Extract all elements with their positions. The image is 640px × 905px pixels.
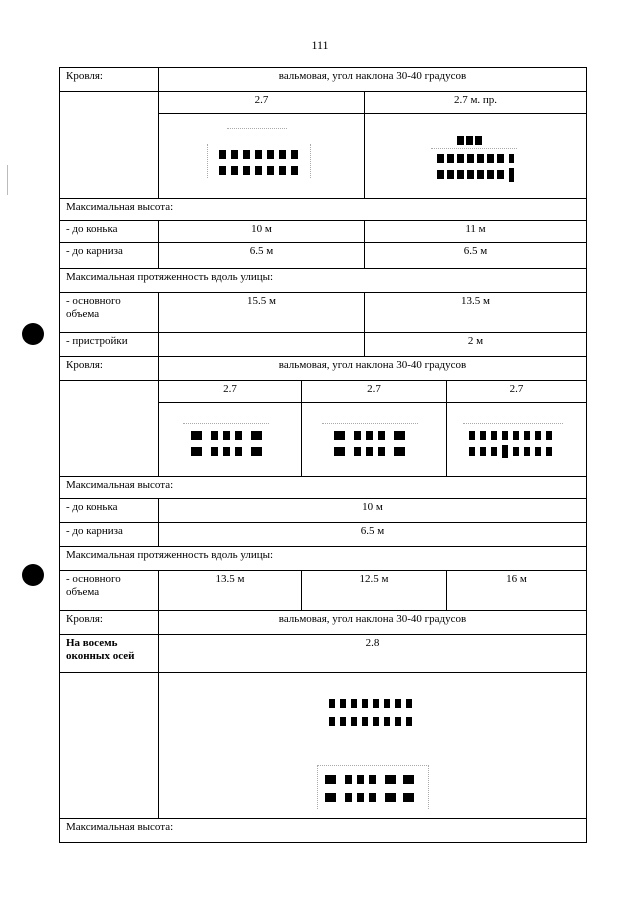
main-volume-label: - основного объема — [60, 293, 159, 333]
type-label: 2.7 — [302, 381, 447, 403]
extension-value — [159, 333, 365, 357]
ridge-height-value: 10 м — [159, 499, 587, 523]
roof-label: Кровля: — [60, 611, 159, 635]
specifications-table — [59, 67, 587, 843]
extension-value: 2 м — [365, 333, 587, 357]
facade-drawing — [207, 128, 311, 178]
max-height-label: Максимальная высота: — [60, 819, 587, 842]
max-length-label: Максимальная протяженность вдоль улицы: — [60, 547, 587, 571]
facade-image-cell — [159, 403, 302, 477]
roof-label: Кровля: — [60, 68, 159, 92]
main-volume-value: 12.5 м — [302, 571, 447, 611]
empty-cell — [60, 673, 159, 819]
facade-drawing — [463, 413, 567, 463]
facade-image-cell — [159, 673, 587, 819]
empty-cell — [60, 92, 159, 199]
page-number: 111 — [311, 38, 329, 52]
ridge-height-value: 10 м — [159, 221, 365, 243]
to-ridge-label: - до конька — [60, 221, 159, 243]
facade-drawing — [323, 695, 423, 735]
facade-drawing — [317, 761, 433, 811]
empty-cell — [60, 381, 159, 477]
eaves-height-value: 6.5 м — [365, 243, 587, 269]
binder-hole — [22, 564, 44, 586]
facade-image-cell — [159, 114, 365, 199]
to-ridge-label: - до конька — [60, 499, 159, 523]
main-volume-value: 13.5 м — [159, 571, 302, 611]
facade-drawing — [322, 413, 422, 463]
main-volume-label: - основного объема — [60, 571, 159, 611]
roof-value: вальмовая, угол наклона 30-40 градусов — [159, 357, 587, 381]
window-axes-label: На восемь оконных осей — [60, 635, 159, 673]
main-volume-value: 16 м — [447, 571, 587, 611]
roof-value: вальмовая, угол наклона 30-40 градусов — [159, 611, 587, 635]
to-eaves-label: - до карниза — [60, 243, 159, 269]
facade-image-cell — [447, 403, 587, 477]
max-length-label: Максимальная протяженность вдоль улицы: — [60, 269, 587, 293]
type-label: 2.7 м. пр. — [365, 92, 587, 114]
max-height-label: Максимальная высота: — [60, 199, 587, 221]
facade-image-cell — [365, 114, 587, 199]
ridge-height-value: 11 м — [365, 221, 587, 243]
type-label: 2.8 — [159, 635, 587, 673]
roof-value: вальмовая, угол наклона 30-40 градусов — [159, 68, 587, 92]
max-height-label: Максимальная высота: — [60, 477, 587, 499]
main-volume-value: 13.5 м — [365, 293, 587, 333]
binder-hole — [22, 323, 44, 345]
main-volume-value: 15.5 м — [159, 293, 365, 333]
facade-image-cell — [302, 403, 447, 477]
type-label: 2.7 — [447, 381, 587, 403]
eaves-height-value: 6.5 м — [159, 523, 587, 547]
extensions-label: - пристройки — [60, 333, 159, 357]
roof-label: Кровля: — [60, 357, 159, 381]
scan-mark — [7, 165, 8, 195]
facade-drawing — [431, 130, 521, 186]
eaves-height-value: 6.5 м — [159, 243, 365, 269]
type-label: 2.7 — [159, 92, 365, 114]
type-label: 2.7 — [159, 381, 302, 403]
facade-drawing — [183, 413, 273, 463]
to-eaves-label: - до карниза — [60, 523, 159, 547]
